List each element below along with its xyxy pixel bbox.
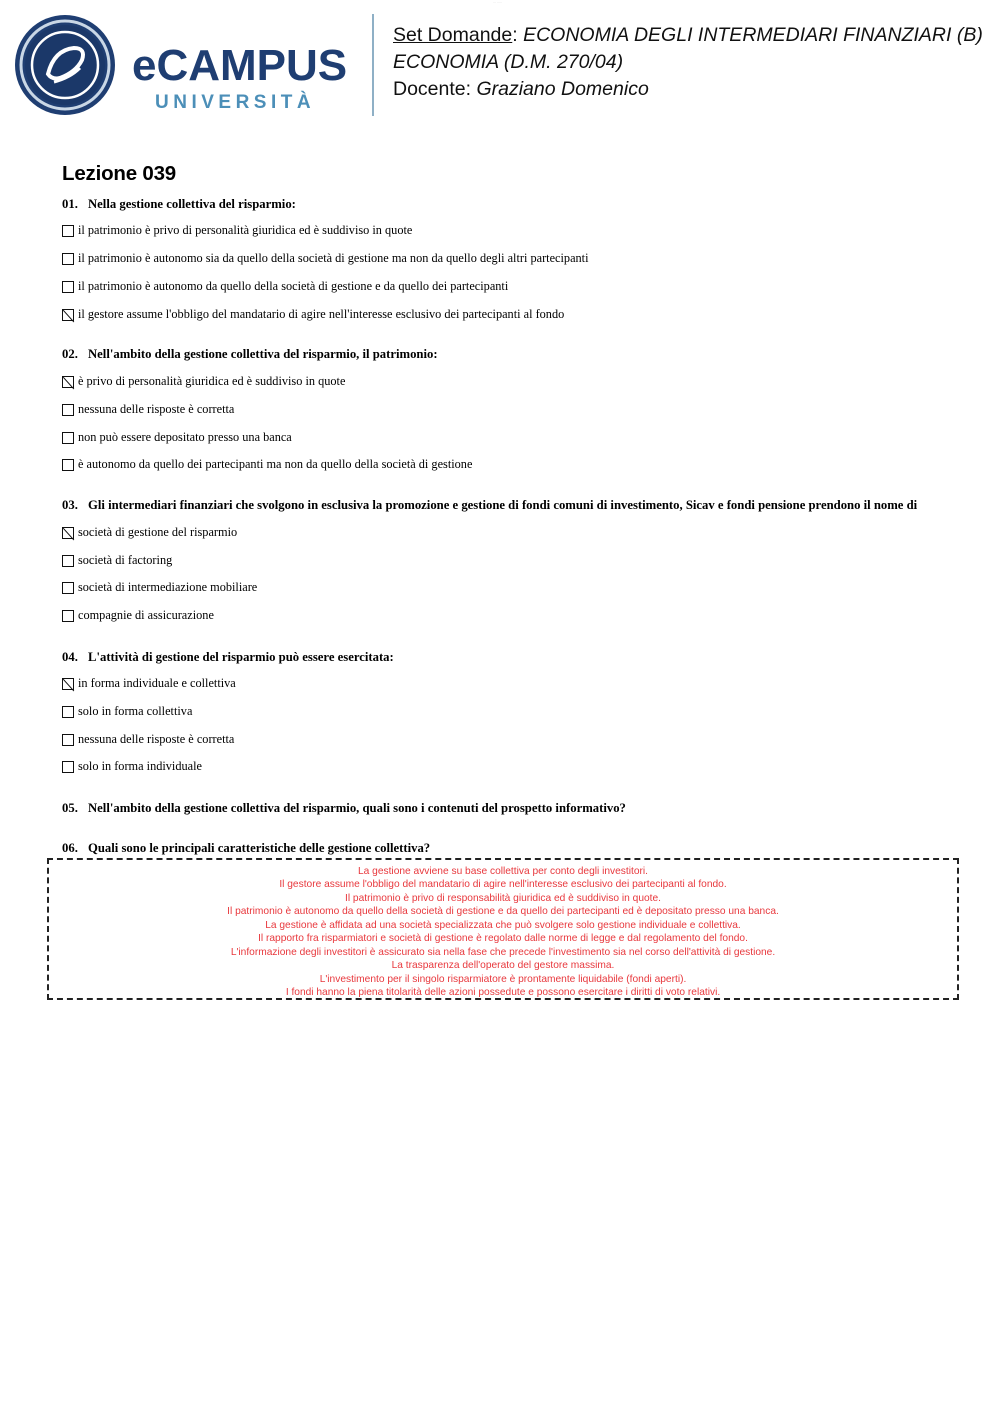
- answer-option[interactable]: [62, 676, 236, 691]
- question-number: 06.: [62, 841, 78, 855]
- answer-option[interactable]: [62, 525, 237, 540]
- checkbox-icon[interactable]: [62, 761, 74, 773]
- set-line-1: [393, 22, 983, 49]
- checkbox-icon[interactable]: [62, 610, 74, 622]
- answer-option[interactable]: [62, 704, 192, 719]
- option-text: nessuna delle risposte è corretta: [78, 402, 235, 416]
- answer-line: Il patrimonio è privo di responsabilità giuridica ed è suddiviso in quote.: [345, 892, 661, 904]
- option-text: il patrimonio è privo di personalità giuridica ed è suddiviso in quote: [78, 223, 413, 237]
- answer-line: Il gestore assume l'obbligo del mandatario di agire nell'interesse esclusivo dei partecipanti al fondo.: [279, 879, 727, 891]
- logo-subtitle: UNIVERSITÀ: [155, 92, 316, 113]
- set-line-3: [393, 76, 983, 103]
- option-text: in forma individuale e collettiva: [78, 676, 236, 690]
- question-number: 03.: [62, 498, 78, 512]
- option-text: società di intermediazione mobiliare: [78, 580, 258, 594]
- option-text: società di gestione del risparmio: [78, 525, 238, 539]
- answer-option[interactable]: [62, 553, 172, 568]
- answer-option[interactable]: [62, 402, 234, 417]
- option-text: il gestore assume l'obbligo del mandatario di agire nell'interesse esclusivo dei partecipanti al fondo: [78, 307, 565, 321]
- answer-line: Il rapporto fra risparmiatori e società di gestione è regolato dalle norme di legge e dal regolamento del fondo.: [258, 933, 748, 945]
- checkbox-icon[interactable]: [62, 404, 74, 416]
- option-text: il patrimonio è autonomo da quello della società di gestione e da quello dei partecipanti: [78, 279, 509, 293]
- question-03: [62, 498, 917, 513]
- document-header: [14, 14, 986, 116]
- set-label: Set Domande: [393, 24, 513, 46]
- question-02: [62, 347, 438, 362]
- checked-checkbox-icon[interactable]: [62, 309, 74, 321]
- checkbox-icon[interactable]: [62, 459, 74, 471]
- question-text: Quali sono le principali caratteristiche delle gestione collettiva?: [88, 841, 431, 855]
- header-divider: [372, 14, 374, 116]
- answer-line: La gestione avviene su base collettiva per conto degli investitori.: [358, 866, 648, 877]
- option-text: solo in forma individuale: [78, 759, 202, 773]
- answer-option[interactable]: [62, 732, 234, 747]
- option-text: il patrimonio è autonomo sia da quello della società di gestione ma non da quello degli altri partecipanti: [78, 251, 589, 265]
- set-colon: :: [512, 24, 524, 46]
- teacher-label: Docente:: [393, 78, 477, 100]
- open-answer-box: [47, 858, 959, 1000]
- question-04: [62, 650, 394, 665]
- question-text: Nella gestione collettiva del risparmio:: [88, 197, 296, 211]
- answer-line: La gestione è affidata ad una società specializzata che può svolgere solo gestione individuale e collettiva.: [265, 919, 741, 931]
- answer-line: L'informazione degli investitori è assicurato sia nella fase che precede l'investimento sia nel corso dell'attività di gestione.: [230, 946, 776, 958]
- teacher-name: Graziano Domenico: [476, 78, 649, 100]
- checkbox-icon[interactable]: [62, 253, 74, 265]
- question-text: Nell'ambito della gestione collettiva del risparmio, il patrimonio:: [88, 347, 438, 361]
- checkbox-icon[interactable]: [62, 706, 74, 718]
- checkbox-icon[interactable]: [62, 225, 74, 237]
- question-text: Gli intermediari finanziari che svolgono in esclusiva la promozione e gestione di fondi comuni di investimento, Sicav e fondi pensione prendono il nome di: [88, 498, 918, 512]
- set-info: [393, 22, 983, 103]
- option-text: compagnie di assicurazione: [78, 608, 214, 622]
- checkbox-icon[interactable]: [62, 555, 74, 567]
- answer-line: I fondi hanno la piena titolarità delle azioni possedute e possono esercitare i diritti di voto relativi.: [285, 987, 721, 999]
- lesson-title: Lezione 039: [62, 162, 177, 185]
- checkbox-icon[interactable]: [62, 734, 74, 746]
- answer-option[interactable]: [62, 759, 202, 774]
- checked-checkbox-icon[interactable]: [62, 678, 74, 690]
- course-title-2: ECONOMIA (D.M. 270/04): [393, 51, 624, 73]
- checkbox-icon[interactable]: [62, 432, 74, 444]
- answer-line: L'investimento per il singolo risparmiatore è prontamente liquidabile (fondi aperti).: [319, 973, 687, 985]
- question-number: 05.: [62, 801, 78, 815]
- checked-checkbox-icon[interactable]: [62, 376, 74, 388]
- question-text: Nell'ambito della gestione collettiva del risparmio, quali sono i contenuti del prospetto informativo?: [88, 801, 626, 815]
- answer-option[interactable]: [62, 223, 412, 238]
- option-text: nessuna delle risposte è corretta: [78, 732, 235, 746]
- answer-line: La trasparenza dell'operato del gestore massima.: [391, 960, 615, 972]
- question-number: 01.: [62, 197, 78, 211]
- course-title-1: ECONOMIA DEGLI INTERMEDIARI FINANZIARI (B): [523, 24, 983, 46]
- question-06: [62, 841, 430, 856]
- option-text: non può essere depositato presso una banca: [78, 430, 292, 444]
- checkbox-icon[interactable]: [62, 281, 74, 293]
- answer-option[interactable]: [62, 608, 214, 623]
- question-01: [62, 197, 296, 212]
- checked-checkbox-icon[interactable]: [62, 527, 74, 539]
- answer-line: Il patrimonio è autonomo da quello della società di gestione e da quello dei partecipanti ed è depositato presso una banca.: [227, 906, 779, 918]
- seal-icon: [15, 15, 115, 115]
- question-number: 04.: [62, 650, 78, 664]
- page-marker: ··· ·····: [493, 0, 502, 4]
- set-line-2: [393, 49, 983, 76]
- option-text: è privo di personalità giuridica ed è suddiviso in quote: [78, 374, 346, 388]
- answer-option[interactable]: [62, 307, 564, 322]
- answer-option[interactable]: [62, 279, 508, 294]
- answer-option[interactable]: [62, 251, 589, 266]
- answer-option[interactable]: [62, 580, 257, 595]
- answer-option[interactable]: [62, 430, 292, 445]
- option-text: è autonomo da quello dei partecipanti ma non da quello della società di gestione: [78, 457, 473, 471]
- option-text: società di factoring: [78, 553, 173, 567]
- question-text: L'attività di gestione del risparmio può essere esercitata:: [88, 650, 394, 664]
- answer-option[interactable]: [62, 374, 345, 389]
- question-number: 02.: [62, 347, 78, 361]
- answer-option[interactable]: [62, 457, 472, 472]
- checkbox-icon[interactable]: [62, 582, 74, 594]
- logo-brand: eCAMPUS: [132, 41, 348, 90]
- ecampus-logo: [14, 14, 356, 116]
- question-05: [62, 801, 626, 816]
- option-text: solo in forma collettiva: [78, 704, 193, 718]
